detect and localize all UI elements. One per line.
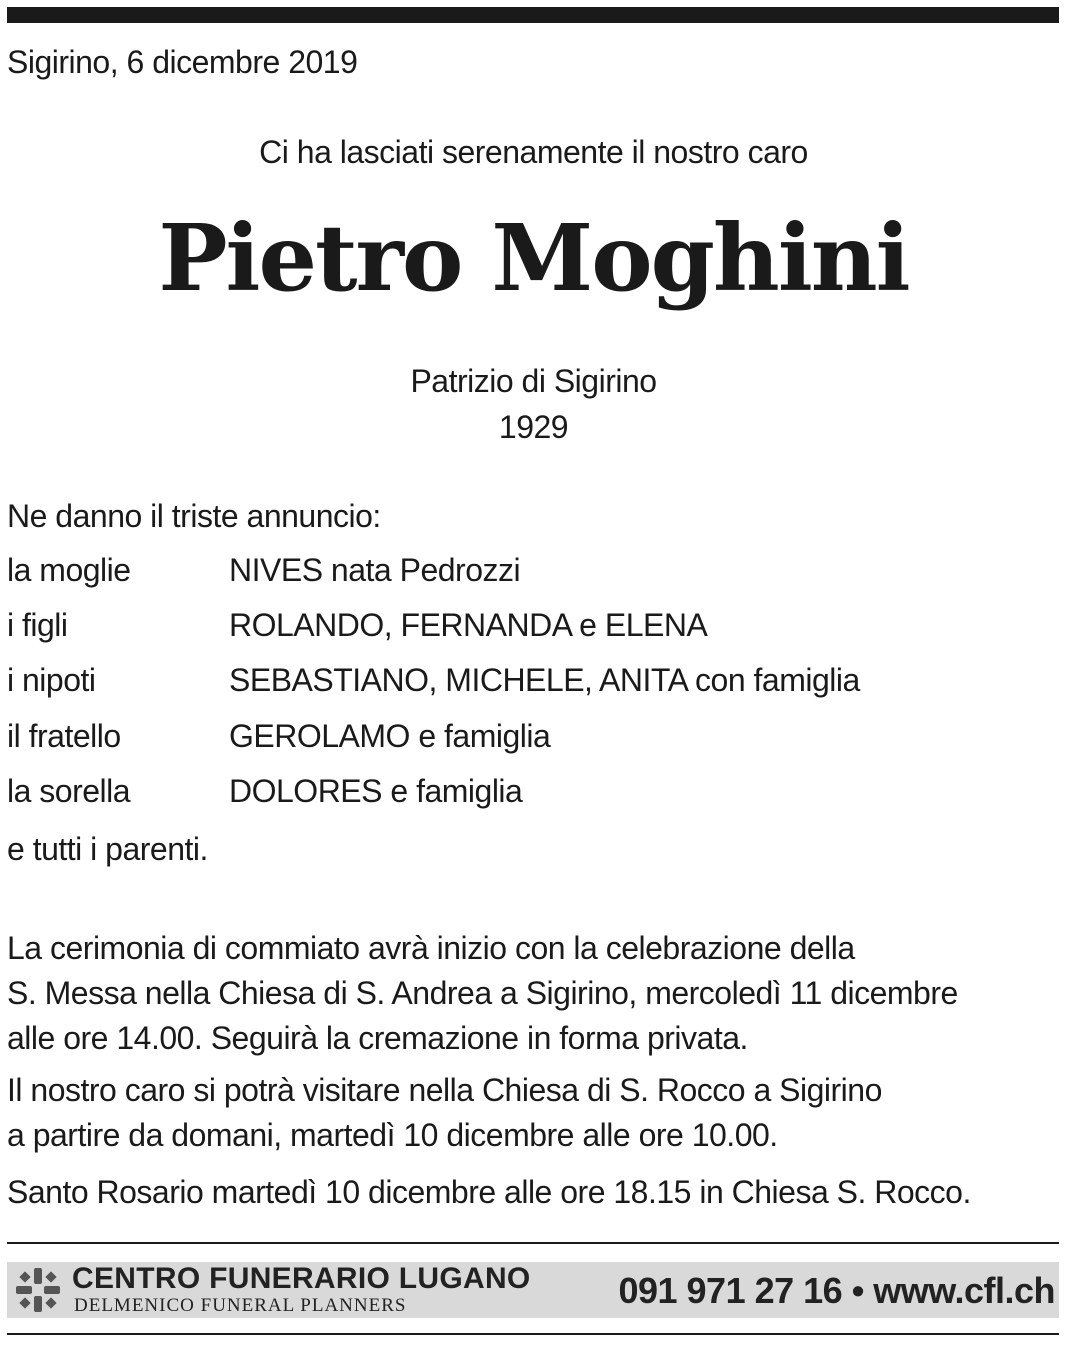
family-relation: il fratello (7, 718, 121, 754)
ceremony-paragraph (7, 926, 958, 1061)
rosary-text: Santo Rosario martedì 10 dicembre alle ore 18.15 in Chiesa S. Rocco. (7, 1174, 971, 1210)
family-names: NIVES nata Pedrozzi (229, 552, 521, 588)
family-names: DOLORES e famiglia (229, 773, 523, 809)
family-relation: i nipoti (7, 662, 96, 698)
family-row (7, 718, 550, 755)
deceased-title: Patrizio di Sigirino (410, 363, 657, 399)
visit-line: Il nostro caro si potrà visitare nella Chiesa di S. Rocco a Sigirino (7, 1072, 882, 1108)
company-subtitle: DELMENICO FUNERAL PLANNERS (74, 1295, 407, 1316)
ceremony-line: alle ore 14.00. Seguirà la cremazione in forma privata. (7, 1020, 748, 1056)
announcement-heading: Ne danno il triste annuncio: (7, 498, 381, 534)
family-names: ROLANDO, FERNANDA e ELENA (229, 607, 708, 643)
family-names: SEBASTIANO, MICHELE, ANITA con famiglia (229, 662, 860, 698)
closing-family: e tutti i parenti. (7, 831, 208, 867)
family-relation: la moglie (7, 552, 131, 588)
intro-text: Ci ha lasciati serenamente il nostro caro (259, 134, 808, 170)
company-name: CENTRO FUNERARIO LUGANO (72, 1262, 531, 1295)
family-row (7, 773, 522, 810)
family-relation: i figli (7, 607, 68, 643)
footer-top-rule (7, 1242, 1059, 1244)
visit-paragraph (7, 1068, 882, 1158)
footer-bottom-rule (7, 1333, 1059, 1335)
family-names: GEROLAMO e famiglia (229, 718, 551, 754)
family-row (7, 552, 520, 589)
cross-logo-icon (14, 1266, 62, 1314)
top-rule (7, 7, 1059, 23)
place-date: Sigirino, 6 dicembre 2019 (7, 44, 358, 80)
family-relation: la sorella (7, 773, 131, 809)
family-row (7, 607, 707, 644)
birth-year: 1929 (498, 409, 569, 445)
visit-line: a partire da domani, martedì 10 dicembre alle ore 10.00. (7, 1117, 778, 1153)
ceremony-line: La cerimonia di commiato avrà inizio con la celebrazione della (7, 930, 855, 966)
deceased-name: Pietro Moghini (158, 204, 909, 312)
ceremony-line: S. Messa nella Chiesa di S. Andrea a Sigirino, mercoledì 11 dicembre (7, 975, 958, 1011)
family-row (7, 662, 860, 699)
contact-info: 091 971 27 16 • www.cfl.ch (618, 1270, 1055, 1311)
